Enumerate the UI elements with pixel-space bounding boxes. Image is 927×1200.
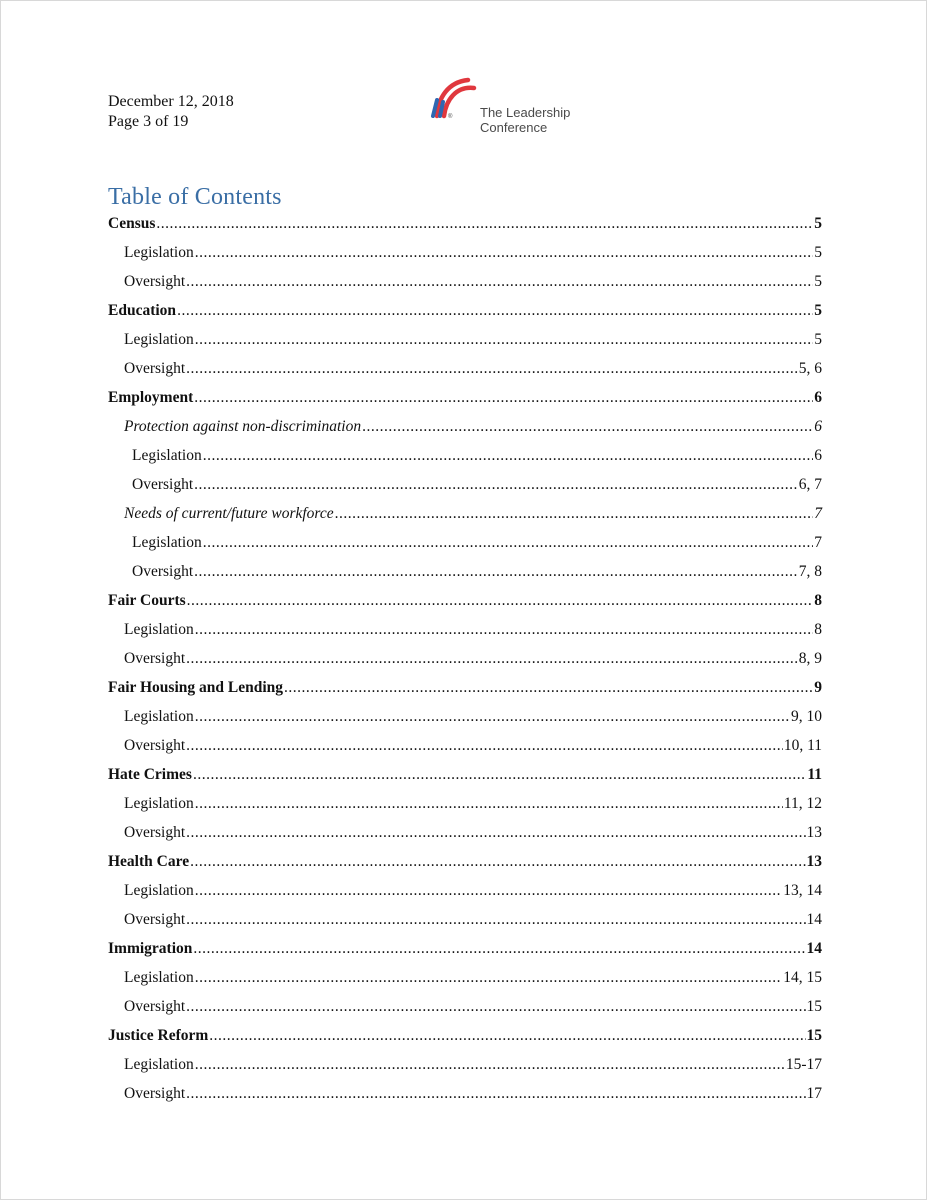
toc-entry[interactable] [108,702,822,731]
toc-entry[interactable] [108,499,822,528]
toc-entry[interactable] [108,296,822,325]
toc-entry[interactable] [108,934,822,963]
table-of-contents [108,209,822,1108]
toc-dot-leader [203,441,814,470]
toc-entry[interactable] [108,354,822,383]
toc-entry-label: Legislation [124,882,194,899]
toc-dot-leader [362,412,813,441]
toc-entry-page: 15 [806,998,822,1015]
toc-entry-page: 15 [806,1027,822,1044]
toc-dot-leader [194,383,813,412]
toc-entry-label: Employment [108,389,194,406]
toc-entry-label: Fair Housing and Lending [108,679,284,696]
toc-entry-page: 6 [814,447,822,464]
toc-dot-leader [186,992,805,1021]
toc-entry[interactable] [108,731,822,760]
toc-dot-leader [193,760,806,789]
header-page-number: Page 3 of 19 [108,113,189,130]
toc-entry-label: Oversight [124,737,186,754]
registered-mark: ® [448,114,453,120]
toc-entry-label: Needs of current/future workforce [124,505,334,522]
toc-dot-leader [195,615,814,644]
toc-entry[interactable] [108,528,822,557]
toc-dot-leader [195,963,783,992]
toc-dot-leader [156,209,813,238]
toc-entry-label: Oversight [124,273,186,290]
toc-entry-page: 8 [814,621,822,638]
toc-entry-page: 11, 12 [783,795,822,812]
toc-entry-label: Hate Crimes [108,766,192,783]
toc-dot-leader [194,557,798,586]
toc-dot-leader [195,876,783,905]
toc-entry-label: Legislation [124,969,194,986]
toc-title: Table of Contents [108,184,282,210]
toc-dot-leader [186,644,798,673]
toc-entry-label: Legislation [132,534,202,551]
toc-entry[interactable] [108,557,822,586]
toc-dot-leader [195,789,783,818]
toc-entry-page: 7 [814,534,822,551]
toc-entry[interactable] [108,1050,822,1079]
toc-entry-page: 14, 15 [783,969,822,986]
toc-entry-page: 5 [814,273,822,290]
toc-entry-label: Oversight [124,360,186,377]
toc-dot-leader [177,296,813,325]
page-header [108,92,234,132]
toc-entry-label: Education [108,302,177,319]
toc-entry-page: 13 [806,853,822,870]
toc-dot-leader [335,499,814,528]
logo-line-1: The Leadership [480,105,571,120]
toc-entry-label: Legislation [124,795,194,812]
toc-entry-page: 11 [807,766,822,783]
toc-dot-leader [209,1021,805,1050]
toc-entry-page: 5 [814,244,822,261]
toc-entry[interactable] [108,963,822,992]
toc-entry-page: 6 [814,418,822,435]
toc-entry[interactable] [108,876,822,905]
toc-entry-label: Oversight [124,824,186,841]
toc-entry[interactable] [108,383,822,412]
toc-dot-leader [186,731,783,760]
toc-entry-page: 15-17 [785,1056,822,1073]
toc-entry[interactable] [108,325,822,354]
toc-entry-label: Oversight [124,650,186,667]
toc-dot-leader [190,847,805,876]
toc-entry[interactable] [108,673,822,702]
toc-entry[interactable] [108,789,822,818]
toc-dot-leader [187,586,814,615]
toc-entry[interactable] [108,760,822,789]
toc-entry-page: 17 [806,1085,822,1102]
toc-entry-page: 7, 8 [798,563,822,580]
header-date: December 12, 2018 [108,93,234,110]
toc-entry-label: Fair Courts [108,592,186,609]
toc-dot-leader [195,1050,785,1079]
toc-entry-page: 5 [814,302,822,319]
toc-dot-leader [195,325,814,354]
toc-entry[interactable] [108,992,822,1021]
toc-entry-page: 5, 6 [798,360,822,377]
toc-dot-leader [284,673,813,702]
toc-entry-page: 10, 11 [783,737,822,754]
toc-entry[interactable] [108,238,822,267]
toc-entry[interactable] [108,1079,822,1108]
toc-entry-page: 14 [806,940,822,957]
toc-entry-page: 6 [814,389,822,406]
toc-entry-label: Legislation [132,447,202,464]
toc-entry-label: Legislation [124,244,194,261]
toc-entry-page: 14 [806,911,822,928]
toc-entry[interactable] [108,586,822,615]
toc-entry-label: Legislation [124,621,194,638]
toc-entry-page: 13, 14 [783,882,822,899]
toc-entry[interactable] [108,1021,822,1050]
toc-entry-label: Census [108,215,156,232]
toc-entry[interactable] [108,441,822,470]
toc-entry-label: Immigration [108,940,193,957]
toc-dot-leader [195,238,814,267]
toc-dot-leader [203,528,814,557]
logo-line-2: Conference [480,120,548,135]
toc-entry-label: Legislation [124,1056,194,1073]
toc-entry-page: 13 [806,824,822,841]
toc-entry-page: 6, 7 [798,476,822,493]
toc-entry-label: Health Care [108,853,190,870]
toc-entry-label: Protection against non-discrimination [124,418,362,435]
toc-dot-leader [186,818,805,847]
toc-dot-leader [186,1079,805,1108]
toc-entry[interactable] [108,905,822,934]
logo-text [480,105,570,135]
toc-dot-leader [193,934,805,963]
toc-entry-label: Oversight [124,998,186,1015]
toc-entry-page: 7 [814,505,822,522]
toc-entry[interactable] [108,470,822,499]
toc-dot-leader [194,470,798,499]
toc-entry-page: 9 [814,679,822,696]
toc-entry-page: 5 [814,331,822,348]
toc-entry[interactable] [108,847,822,876]
leadership-conference-logo [428,76,598,136]
toc-entry-label: Oversight [124,1085,186,1102]
toc-entry-label: Legislation [124,331,194,348]
toc-dot-leader [195,702,790,731]
toc-dot-leader [186,905,805,934]
toc-entry-page: 5 [814,215,822,232]
toc-entry[interactable] [108,267,822,296]
arch-logo-icon [428,76,478,124]
toc-dot-leader [186,354,798,383]
toc-entry-label: Legislation [124,708,194,725]
toc-entry-page: 8 [814,592,822,609]
toc-entry[interactable] [108,644,822,673]
toc-dot-leader [186,267,813,296]
toc-entry-label: Oversight [132,563,194,580]
toc-entry-label: Oversight [124,911,186,928]
toc-entry[interactable] [108,818,822,847]
toc-entry-page: 9, 10 [791,708,822,725]
toc-entry[interactable] [108,209,822,238]
toc-entry-label: Oversight [132,476,194,493]
toc-entry[interactable] [108,412,822,441]
toc-entry[interactable] [108,615,822,644]
toc-entry-page: 8, 9 [798,650,822,667]
toc-entry-label: Justice Reform [108,1027,209,1044]
